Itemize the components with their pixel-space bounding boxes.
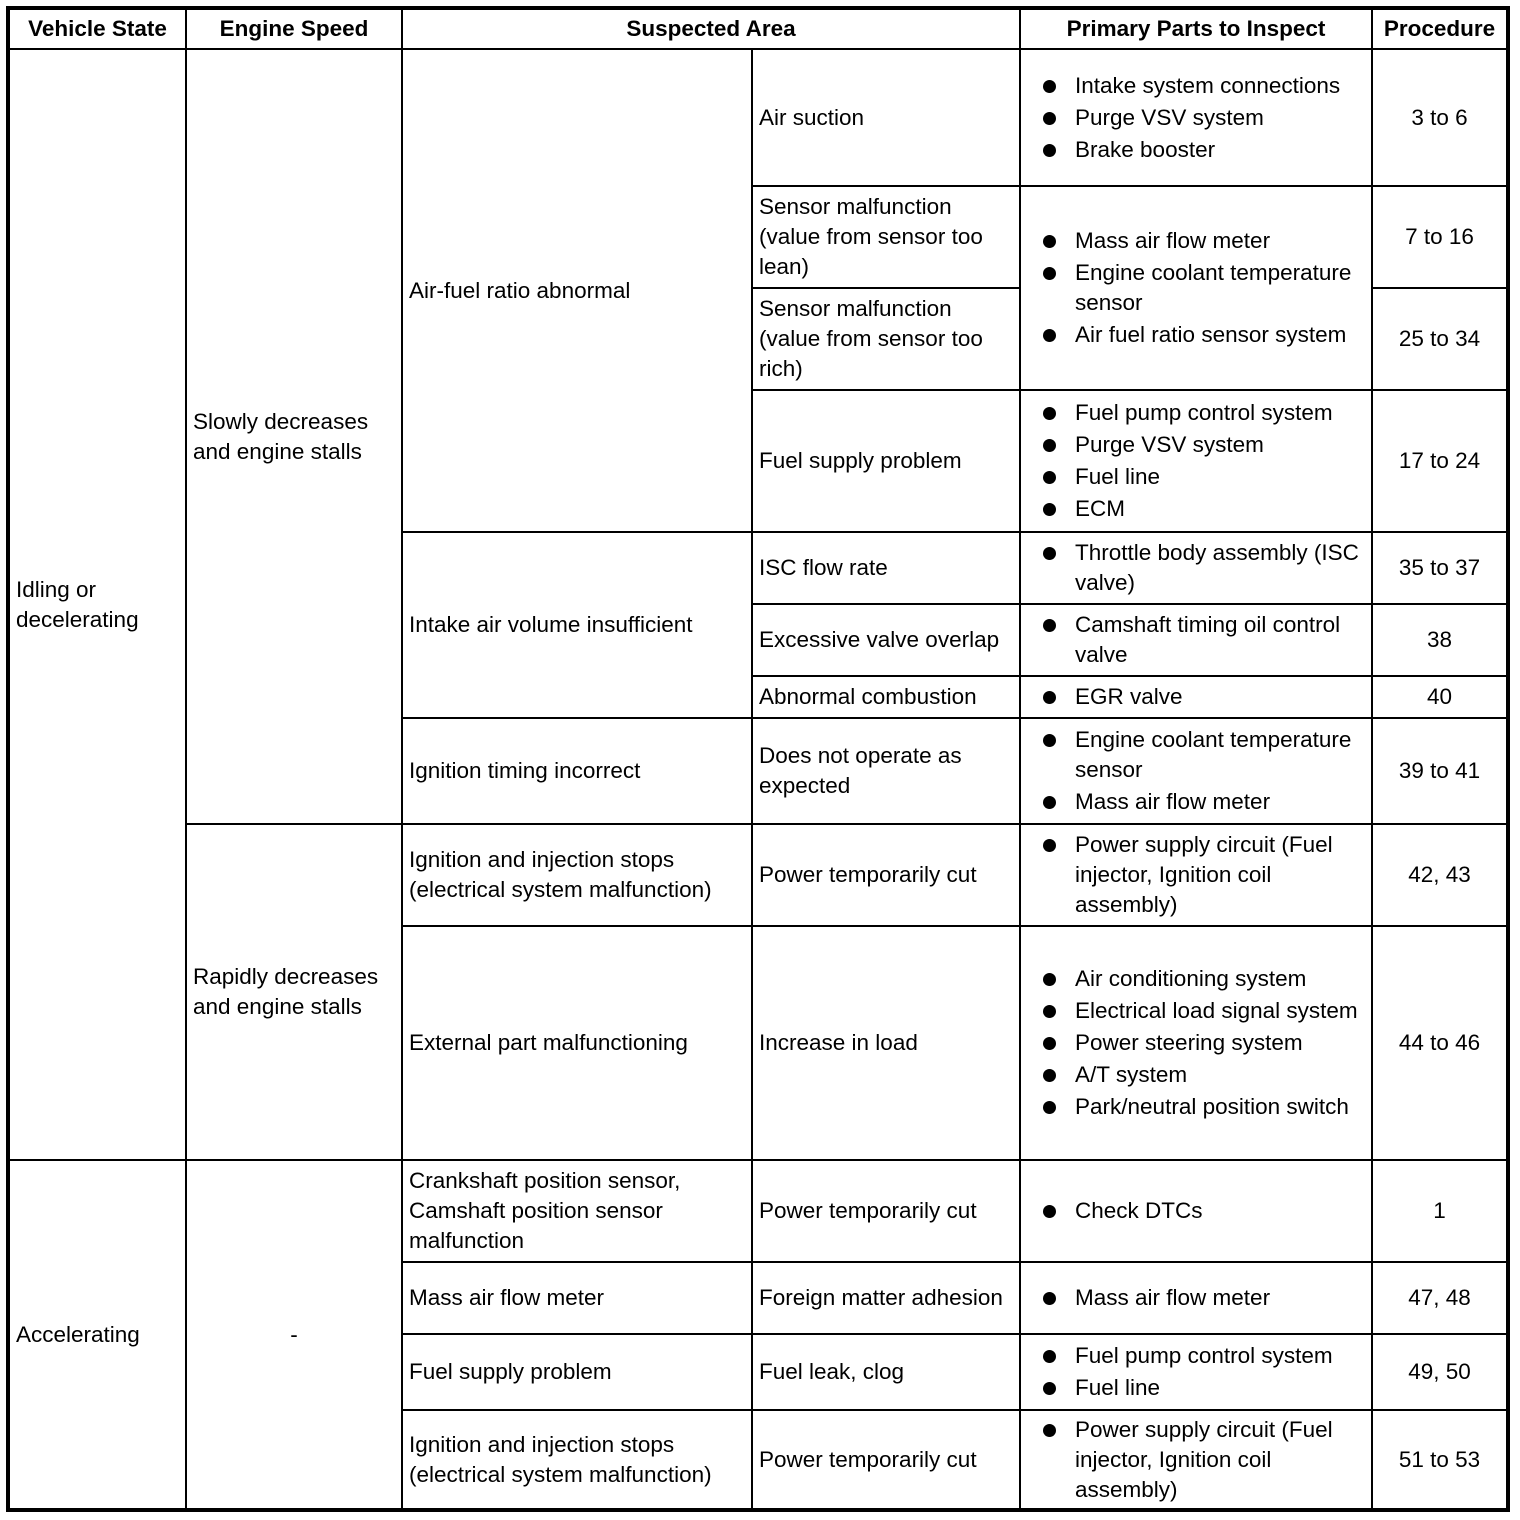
parts-list <box>1037 682 1367 712</box>
parts-cell <box>1020 390 1372 532</box>
suspected-area-cell: Air-fuel ratio abnormal <box>402 49 752 532</box>
parts-list <box>1037 610 1367 670</box>
parts-cell <box>1020 926 1372 1160</box>
parts-cell <box>1020 676 1372 718</box>
procedure-cell: 47, 48 <box>1372 1262 1508 1334</box>
sub-area-cell: Excessive valve overlap <box>752 604 1020 676</box>
procedure-cell: 44 to 46 <box>1372 926 1508 1160</box>
list-item: Fuel pump control system <box>1037 1341 1367 1371</box>
parts-cell <box>1020 1262 1372 1334</box>
list-item: Camshaft timing oil control valve <box>1037 610 1367 670</box>
list-item: Fuel pump control system <box>1037 398 1367 428</box>
suspected-area-cell: Mass air flow meter <box>402 1262 752 1334</box>
list-item: Park/neutral position switch <box>1037 1092 1367 1122</box>
sub-area-cell: Power temporarily cut <box>752 1410 1020 1510</box>
list-item: Electrical load signal system <box>1037 996 1367 1026</box>
list-item: Mass air flow meter <box>1037 226 1367 256</box>
parts-list <box>1037 398 1367 524</box>
sub-area-cell: Air suction <box>752 49 1020 186</box>
procedure-cell: 40 <box>1372 676 1508 718</box>
list-item: EGR valve <box>1037 682 1367 712</box>
parts-cell <box>1020 1334 1372 1410</box>
parts-list <box>1037 1415 1367 1505</box>
table-row <box>8 824 1508 926</box>
parts-list <box>1037 1283 1367 1313</box>
sub-area-cell: Foreign matter adhesion <box>752 1262 1020 1334</box>
parts-cell <box>1020 718 1372 824</box>
table-row <box>8 1160 1508 1262</box>
sub-area-cell: Does not operate as expected <box>752 718 1020 824</box>
parts-list <box>1037 1196 1367 1226</box>
parts-list <box>1037 964 1367 1122</box>
parts-list <box>1037 538 1367 598</box>
list-item: Check DTCs <box>1037 1196 1367 1226</box>
parts-cell <box>1020 824 1372 926</box>
procedure-cell: 17 to 24 <box>1372 390 1508 532</box>
parts-list <box>1037 725 1367 817</box>
list-item: Mass air flow meter <box>1037 1283 1367 1313</box>
procedure-cell: 42, 43 <box>1372 824 1508 926</box>
procedure-cell: 51 to 53 <box>1372 1410 1508 1510</box>
procedure-cell: 39 to 41 <box>1372 718 1508 824</box>
list-item: Fuel line <box>1037 462 1367 492</box>
suspected-area-cell: External part malfunctioning <box>402 926 752 1160</box>
sub-area-cell: ISC flow rate <box>752 532 1020 604</box>
troubleshooting-table <box>6 6 1510 1512</box>
suspected-area-cell: Intake air volume insufficient <box>402 532 752 718</box>
parts-cell <box>1020 604 1372 676</box>
sub-area-cell: Sensor malfunction (value from sensor too rich) <box>752 288 1020 390</box>
list-item: Power supply circuit (Fuel injector, Ignition coil assembly) <box>1037 830 1367 920</box>
parts-cell <box>1020 1160 1372 1262</box>
sub-area-cell: Abnormal combustion <box>752 676 1020 718</box>
sub-area-cell: Fuel leak, clog <box>752 1334 1020 1410</box>
sub-area-cell: Power temporarily cut <box>752 1160 1020 1262</box>
header-row <box>8 8 1508 49</box>
suspected-area-cell: Fuel supply problem <box>402 1334 752 1410</box>
list-item: Air fuel ratio sensor system <box>1037 320 1367 350</box>
list-item: Brake booster <box>1037 135 1367 165</box>
parts-cell <box>1020 49 1372 186</box>
suspected-area-cell: Ignition timing incorrect <box>402 718 752 824</box>
list-item: Fuel line <box>1037 1373 1367 1403</box>
list-item: Mass air flow meter <box>1037 787 1367 817</box>
list-item: A/T system <box>1037 1060 1367 1090</box>
header-suspected-area: Suspected Area <box>402 8 1020 49</box>
sub-area-cell: Sensor malfunction (value from sensor too lean) <box>752 186 1020 288</box>
engine-speed-cell: Slowly decreases and engine stalls <box>186 49 402 824</box>
procedure-cell: 3 to 6 <box>1372 49 1508 186</box>
parts-cell <box>1020 1410 1372 1510</box>
sub-area-cell: Increase in load <box>752 926 1020 1160</box>
list-item: ECM <box>1037 494 1367 524</box>
sub-area-cell: Power temporarily cut <box>752 824 1020 926</box>
procedure-cell: 25 to 34 <box>1372 288 1508 390</box>
procedure-cell: 35 to 37 <box>1372 532 1508 604</box>
list-item: Air conditioning system <box>1037 964 1367 994</box>
procedure-cell: 49, 50 <box>1372 1334 1508 1410</box>
list-item: Engine coolant temperature sensor <box>1037 725 1367 785</box>
parts-list <box>1037 71 1367 165</box>
list-item: Purge VSV system <box>1037 103 1367 133</box>
suspected-area-cell: Ignition and injection stops (electrical system malfunction) <box>402 824 752 926</box>
list-item: Purge VSV system <box>1037 430 1367 460</box>
vehicle-state-cell: Idling or decelerating <box>8 49 186 1160</box>
header-vehicle-state: Vehicle State <box>8 8 186 49</box>
parts-list <box>1037 1341 1367 1403</box>
procedure-cell: 7 to 16 <box>1372 186 1508 288</box>
header-engine-speed: Engine Speed <box>186 8 402 49</box>
vehicle-state-cell: Accelerating <box>8 1160 186 1510</box>
engine-speed-cell: Rapidly decreases and engine stalls <box>186 824 402 1160</box>
procedure-cell: 1 <box>1372 1160 1508 1262</box>
engine-speed-cell: - <box>186 1160 402 1510</box>
parts-list <box>1037 830 1367 920</box>
list-item: Throttle body assembly (ISC valve) <box>1037 538 1367 598</box>
suspected-area-cell: Ignition and injection stops (electrical system malfunction) <box>402 1410 752 1510</box>
procedure-cell: 38 <box>1372 604 1508 676</box>
parts-cell <box>1020 186 1372 390</box>
header-procedure: Procedure <box>1372 8 1508 49</box>
sub-area-cell: Fuel supply problem <box>752 390 1020 532</box>
list-item: Power supply circuit (Fuel injector, Ignition coil assembly) <box>1037 1415 1367 1505</box>
list-item: Power steering system <box>1037 1028 1367 1058</box>
parts-cell <box>1020 532 1372 604</box>
header-primary-parts: Primary Parts to Inspect <box>1020 8 1372 49</box>
list-item: Engine coolant temperature sensor <box>1037 258 1367 318</box>
table-row <box>8 49 1508 186</box>
list-item: Intake system connections <box>1037 71 1367 101</box>
suspected-area-cell: Crankshaft position sensor, Camshaft position sensor malfunction <box>402 1160 752 1262</box>
parts-list <box>1037 226 1367 350</box>
